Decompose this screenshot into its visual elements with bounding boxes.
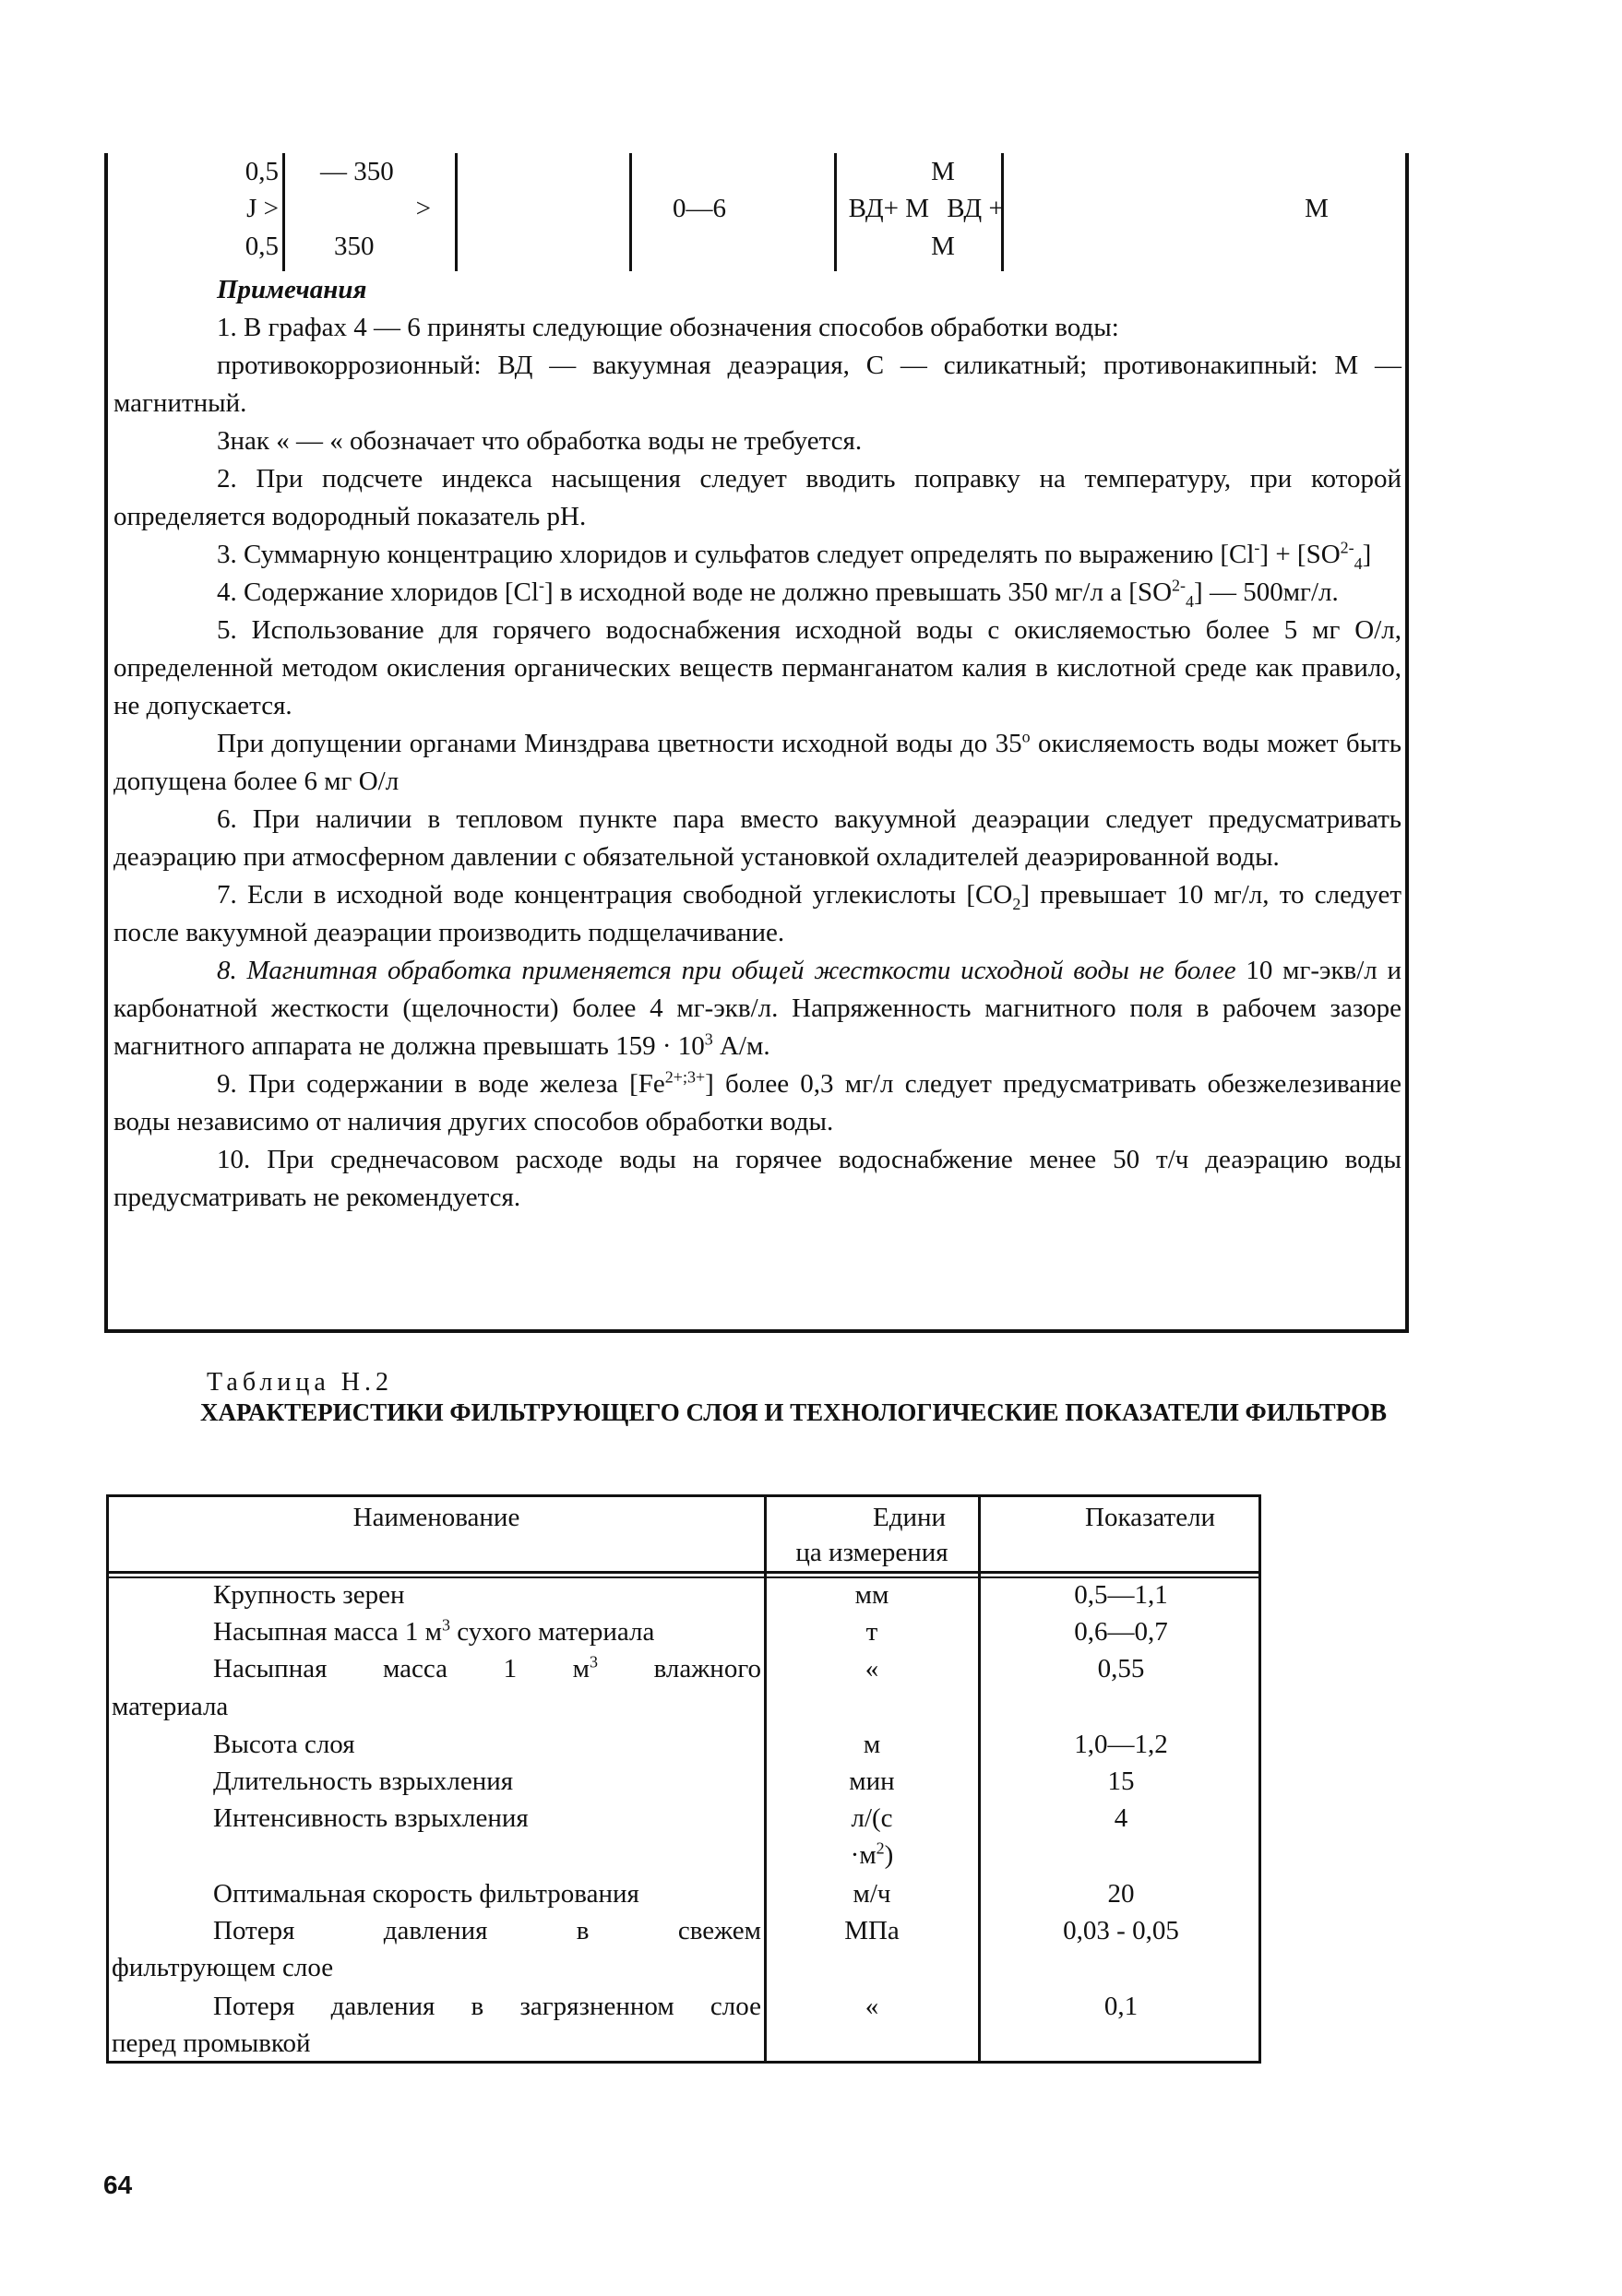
row-unit-sup: 2 [876,1838,885,1858]
row-name-line2: материала [112,1692,229,1721]
row-name-line1: Потеря давления в загрязненном слое [213,1992,761,2021]
row-unit: « [865,1992,879,2021]
note-3-sub: 4 [1354,553,1363,573]
note-3-sup: 2- [1340,538,1354,557]
row-value: 0,6—0,7 [1074,1617,1168,1647]
note-8-sup: 3 [704,1029,713,1049]
row-name-sup: 3 [442,1615,451,1635]
cell-col6: М [1305,194,1329,223]
note-5b-text-a: При допущении органами Минздрава цветности исходной воды до 35 [217,729,1022,758]
note-10: 10. При среднечасовом расходе воды на горячее водоснабжение менее 50 т/ч деаэрацию воды предусматривать не рекомендуется. [113,1145,1401,1212]
note-8 [113,952,1401,1065]
note-7 [113,876,1401,952]
note-3 [113,536,1401,574]
row-unit: м/ч [853,1879,891,1909]
cell-col3: 0—6 [673,194,726,223]
cell-col2-line3: 350 [334,232,375,261]
note-5: 5. Использование для горячего водоснабжения исходной воды с окисляемостью более 5 мг О/л, определенной методом окисления органических веществ перманганатом калия в кислотной среде как правило, не допускается. [113,615,1401,720]
row-unit-line2 [766,1837,978,1874]
cell-col5-line2: ВД + [947,194,1004,223]
row-name-line2: фильтрующем слое [112,1953,334,1982]
row-unit: мин [849,1767,895,1796]
column-divider [1001,153,1004,271]
note-5b-sup: о [1021,727,1031,746]
column-divider [282,153,285,271]
note-8-italic: 8. Магнитная обработка применяется при общей жесткости исходной воды не более [217,956,1236,985]
row-name [213,1613,654,1651]
row-name-line2: перед промывкой [112,2028,311,2058]
row-name-line1 [213,1650,761,1688]
notes-section [113,271,1401,1217]
column-divider [455,153,458,271]
cell-col1-line3: 0,5 [244,232,279,261]
note-1: 1. В графах 4 — 6 приняты следующие обозначения способов обработки воды: [217,313,1119,342]
row-value: 20 [1107,1879,1135,1909]
cell-col5-line3: М [931,232,955,261]
note-9 [113,1065,1401,1141]
row-unit: т [865,1617,878,1647]
row-name-part: сухого материала [450,1617,655,1647]
cell-col1-line2: J > [246,194,279,223]
row-name-part: Насыпная масса 1 м [213,1654,590,1683]
table-h2 [106,1494,1261,2064]
row-name-line1: Потеря давления в свежем [213,1916,761,1945]
row-value: 0,1 [1103,1992,1139,2021]
header-name: Наименование [352,1503,520,1532]
note-4-text-b: ] в исходной воде не должно превышать 350 мг/л а [SO [543,577,1173,607]
table-label: Таблица Н.2 [207,1368,393,1397]
row-name: Интенсивность взрыхления [213,1803,529,1833]
note-4 [113,574,1401,612]
note-7-sub: 2 [1012,894,1021,913]
note-3-text-c: ] [1362,540,1372,569]
row-value: 0,55 [1097,1654,1145,1683]
note-9-text-a: 9. При содержании в воде железа [Fe [217,1069,665,1099]
header-unit-line2: ца измерения [795,1538,948,1567]
note-1-sign: Знак « — « обозначает что обработка воды не требуется. [217,426,863,456]
note-3-sup: - [1254,538,1260,557]
cell-col5-line1: М [931,157,955,186]
header-unit-line1: Едини [873,1503,947,1532]
note-2: 2. При подсчете индекса насыщения следует вводить поправку на температуру, при которой определяется водородный показатель рН. [113,464,1401,531]
row-value: 1,0—1,2 [1074,1730,1168,1759]
page-number: 64 [103,2171,133,2199]
header-value: Показатели [1085,1503,1216,1532]
row-name-part: влажного [598,1654,761,1683]
row-unit: мм [854,1580,889,1610]
note-6: 6. При наличии в тепловом пункте пара вместо вакуумной деаэрации следует предусматривать деаэрацию при атмосферном давлении с обязательной установкой охладителей деаэрированной воды. [113,804,1401,872]
row-value: 4 [1114,1803,1128,1833]
table-h1-continuation-frame [104,153,1409,1333]
row-name: Длительность взрыхления [213,1767,514,1796]
row-value: 0,03 - 0,05 [1063,1916,1179,1945]
row-name-sup: 3 [590,1652,599,1671]
table-h1-last-row [108,153,1405,271]
row-unit-part: ) [884,1840,894,1870]
column-divider [834,153,837,271]
row-unit-part: ·м [850,1840,877,1870]
note-1-definitions: противокоррозионный: ВД — вакуумная деаэрация, С — силикатный; противонакипный: М — магнитный. [113,351,1401,418]
note-4-text-c: ] — 500мг/л. [1194,577,1339,607]
cell-col4: ВД+ М [848,194,929,223]
row-unit: МПа [844,1916,900,1945]
row-unit: м [863,1730,881,1759]
cell-col1-line1: 0,5 [244,157,279,186]
row-name: Оптимальная скорость фильтрования [213,1879,639,1909]
note-3-text-b: ] + [SO [1259,540,1341,569]
note-4-sup: - [538,576,544,595]
table-title: ХАРАКТЕРИСТИКИ ФИЛЬТРУЮЩЕГО СЛОЯ И ТЕХНОЛОГИЧЕСКИЕ ПОКАЗАТЕЛИ ФИЛЬТРОВ [199,1398,1388,1426]
row-name: Высота слоя [213,1730,355,1759]
note-8-text-b: А/м. [712,1031,770,1061]
note-7-text-a: 7. Если в исходной воде концентрация свободной углекислоты [CO [217,880,1013,910]
note-5-addendum [113,725,1401,801]
row-name-part: Насыпная масса 1 м [213,1617,443,1647]
note-5b-text-b: окисляемость воды может быть допущена более 6 мг О/л [113,729,1401,796]
row-name: Крупность зерен [213,1580,405,1610]
note-4-text-a: 4. Содержание хлоридов [Cl [217,577,539,607]
cell-col2-line1: — 350 [320,157,394,186]
note-7-text-b: ] превышает 10 мг/л, то следует после вакуумной деаэрации производить подщелачивание. [113,880,1401,947]
note-9-sup: 2+;3+ [664,1067,706,1087]
note-4-sub: 4 [1186,591,1195,611]
notes-title: Примечания [217,275,367,304]
row-unit: « [865,1654,879,1683]
column-divider [629,153,632,271]
note-9-text-b: ] более 0,3 мг/л следует предусматривать обезжелезивание воды независимо от наличия других способов обработки воды. [113,1069,1401,1136]
cell-col2-line2: > [415,194,431,223]
note-4-sup: 2- [1172,576,1187,595]
row-unit-line1: л/(с [851,1803,893,1833]
row-value: 15 [1107,1767,1135,1796]
header-divider [109,1571,1258,1574]
note-3-text-a: 3. Суммарную концентрацию хлоридов и сульфатов следует определять по выражению [Cl [217,540,1255,569]
note-8-text-a: 10 мг-экв/л и карбонатной жесткости (щелочности) более 4 мг-экв/л. Напряженность магнитного поля в рабочем зазоре магнитного аппарата не должна превышать 159 · 10 [113,956,1401,1061]
row-value: 0,5—1,1 [1074,1580,1168,1610]
